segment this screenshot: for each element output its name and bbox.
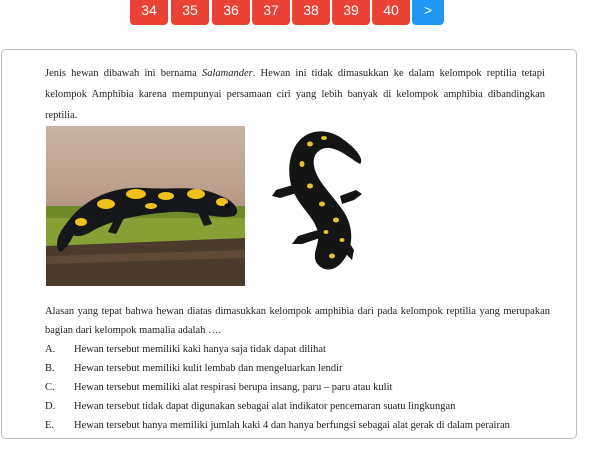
animal-name: Salamander (202, 68, 253, 79)
next-page-button[interactable]: > (412, 0, 444, 25)
page-35-button[interactable]: 35 (171, 0, 209, 25)
option-a[interactable] (45, 340, 565, 359)
option-text: Hewan tersebut memiliki kaki hanya saja tidak dapat dilihat (74, 344, 326, 355)
question-intro-after: . Hewan ini tidak dimasukkan ke dalam kelompok reptilia tetapi kelompok Amphibia karena mempunyai persamaan ciri yang lebih banyak di kelompok amphibia dibandingkan reptilia. (45, 68, 545, 121)
page-34-button[interactable]: 34 (130, 0, 168, 25)
option-letter: A. (45, 344, 56, 355)
option-c[interactable] (45, 378, 565, 397)
option-d[interactable] (45, 397, 565, 416)
page-36-button[interactable]: 36 (212, 0, 250, 25)
page-38-button[interactable]: 38 (292, 0, 330, 25)
option-text: Hewan tersebut hanya memiliki jumlah kaki 4 dan hanya berfungsi sebagai alat gerak di dalam perairan (74, 420, 510, 431)
answer-options (45, 340, 565, 435)
option-e[interactable] (45, 416, 565, 435)
pagination (0, 0, 615, 26)
option-letter: E. (45, 420, 55, 431)
option-text: Hewan tersebut memiliki kulit lembab dan mengeluarkan lendir (74, 363, 343, 374)
option-letter: B. (45, 363, 55, 374)
page-40-button[interactable]: 40 (372, 0, 410, 25)
salamander-photo-white-background (262, 120, 374, 286)
option-text: Hewan tersebut tidak dapat digunakan sebagai alat indikator pencemaran suatu lingkungan (74, 401, 456, 412)
option-b[interactable] (45, 359, 565, 378)
question-text (45, 63, 545, 126)
question-prompt: Alasan yang tepat bahwa hewan diatas dimasukkan kelompok amphibia dari pada kelompok reptilia yang merupakan bagian dari kelompok mamalia adalah …. (45, 306, 550, 336)
page-37-button[interactable]: 37 (252, 0, 290, 25)
option-letter: D. (45, 401, 56, 412)
question-intro-before: Jenis hewan dibawah ini bernama (45, 68, 202, 79)
option-text: Hewan tersebut memiliki alat respirasi berupa insang, paru – paru atau kulit (74, 382, 393, 393)
page-39-button[interactable]: 39 (332, 0, 370, 25)
option-letter: C. (45, 382, 55, 393)
salamander-photo-on-moss (46, 126, 245, 286)
